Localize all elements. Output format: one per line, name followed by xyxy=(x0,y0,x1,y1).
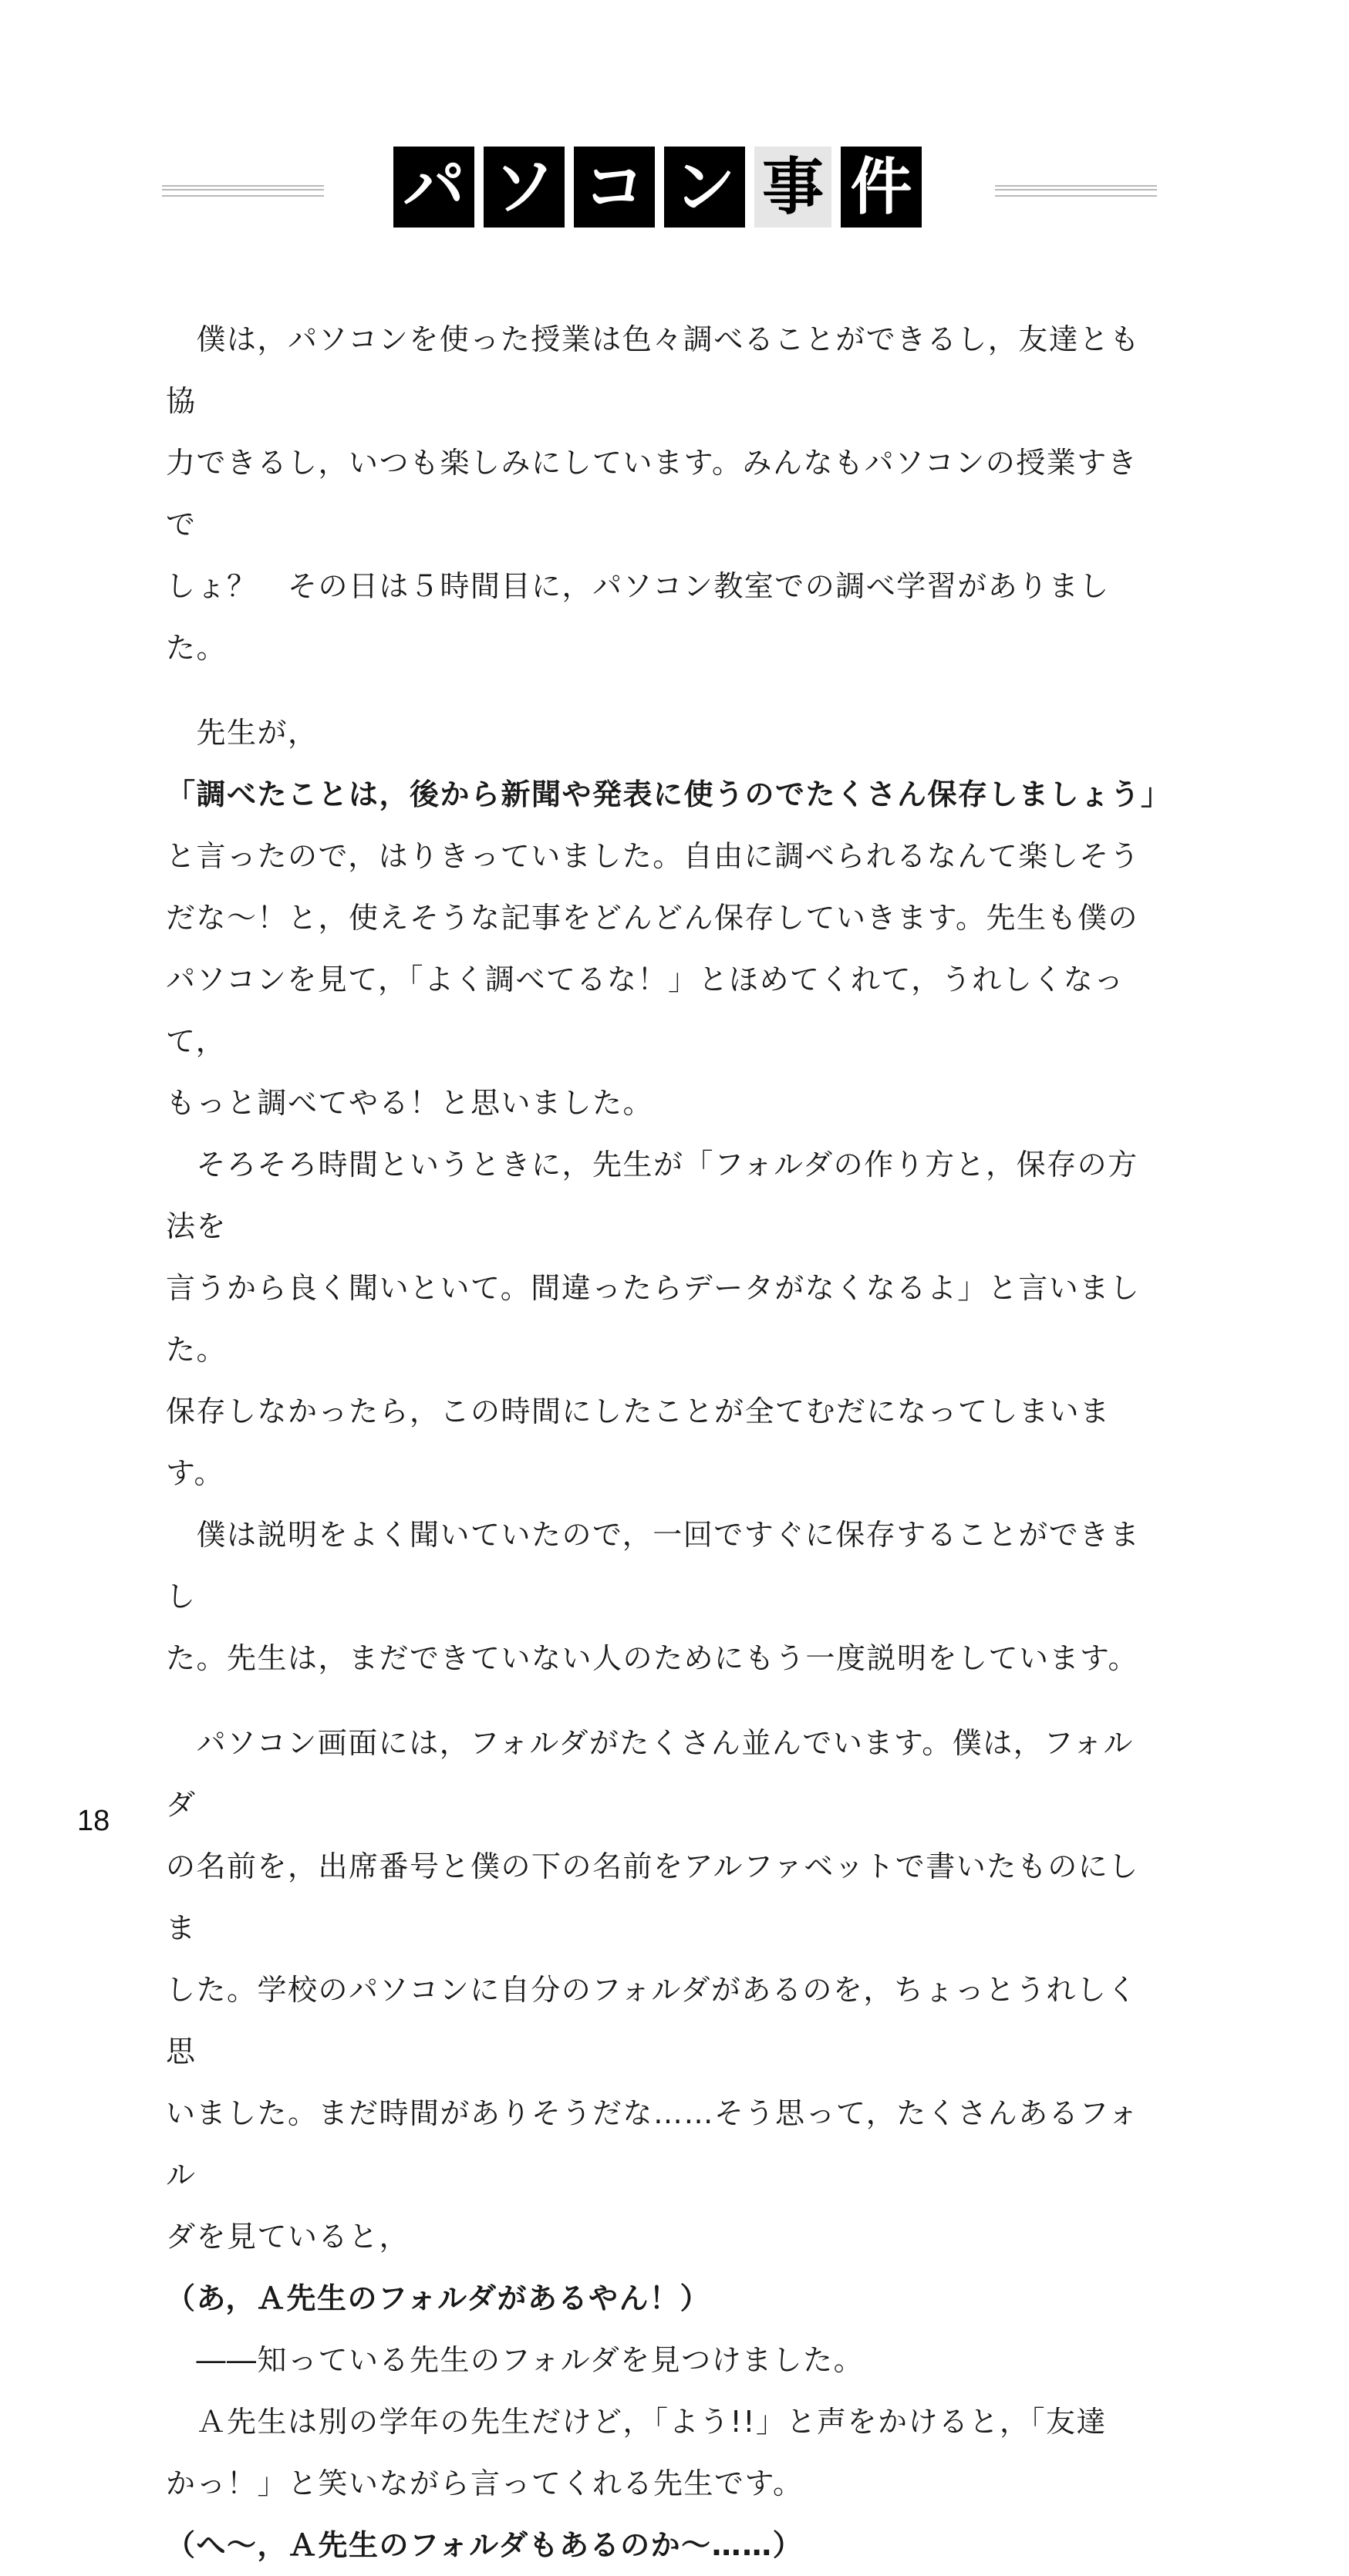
text-line: 力できるし，いつも楽しみにしています。みんなもパソコンの授業すきで xyxy=(166,446,1138,541)
title-char-block: ン xyxy=(664,147,745,228)
text-line: Ａ先生は別の学年の先生だけど，「よう!!」と声をかけると，「友達 xyxy=(166,2405,1107,2439)
text-line: 僕は，パソコンを使った授業は色々調べることができるし，友達とも協 xyxy=(166,322,1141,418)
text-line: 先生が， xyxy=(166,716,319,750)
page-number: 18 xyxy=(77,1805,110,1837)
text-line: そろそろ時間というときに，先生が「フォルダの作り方と，保存の方法を xyxy=(166,1148,1138,1243)
text-line: した。学校のパソコンに自分のフォルダがあるのを，ちょっとうれしく思 xyxy=(166,1973,1138,2069)
title-char-block: 事 xyxy=(754,147,831,228)
title-char-block: コ xyxy=(574,147,655,228)
text-line: しょ？ その日は５時間目に，パソコン教室での調べ学習がありました。 xyxy=(166,569,1110,665)
text-line: ダを見ていると， xyxy=(166,2220,410,2254)
text-line: た。先生は，まだできていない人のためにもう一度説明をしています。 xyxy=(166,1641,1138,1675)
title-char-block: パ xyxy=(393,147,474,228)
inner-thought: （あ，Ａ先生のフォルダがあるやん！） xyxy=(166,2281,711,2315)
text-line: かっ！」と笑いながら言ってくれる先生です。 xyxy=(166,2466,804,2500)
title-char-block: 件 xyxy=(841,147,922,228)
text-line: の名前を，出席番号と僕の下の名前をアルファベットで書いたものにしま xyxy=(166,1849,1139,1945)
inner-thought: （へ～，Ａ先生のフォルダもあるのか～……） xyxy=(166,2528,804,2562)
story-body xyxy=(166,309,1172,2576)
text-line: いました。まだ時間がありそうだな……そう思って，たくさんあるフォル xyxy=(166,2096,1139,2192)
title-rule-left xyxy=(162,185,324,197)
text-line: パソコン画面には，フォルダがたくさん並んでいます。僕は，フォルダ xyxy=(166,1726,1134,1822)
text-line: と言ったので，はりきっていました。自由に調べられるなんて楽しそう xyxy=(166,839,1141,873)
text-line: パソコンを見て，「よく調べてるな！」とほめてくれて，うれしくなって， xyxy=(166,963,1125,1058)
text-line: だな～！と，使えそうな記事をどんどん保存していきます。先生も僕の xyxy=(166,901,1138,935)
title-blocks xyxy=(393,147,922,228)
title-char-block: ソ xyxy=(484,147,565,228)
title-banner xyxy=(162,147,1157,235)
text-line: ――知っている先生のフォルダを見つけました。 xyxy=(166,2343,865,2377)
teacher-quote: 「調べたことは，後から新聞や発表に使うのでたくさん保存しましょう」 xyxy=(166,777,1172,811)
text-line: 言うから良く聞いといて。間違ったらデータがなくなるよ」と言いました。 xyxy=(166,1271,1141,1367)
text-line: もっと調べてやる！と思いました。 xyxy=(166,1086,654,1120)
text-line: 僕は説明をよく聞いていたので，一回ですぐに保存することができまし xyxy=(166,1518,1141,1613)
text-line: 保存しなかったら，この時間にしたことが全てむだになってしまいます。 xyxy=(166,1394,1111,1490)
title-rule-right xyxy=(995,185,1157,197)
